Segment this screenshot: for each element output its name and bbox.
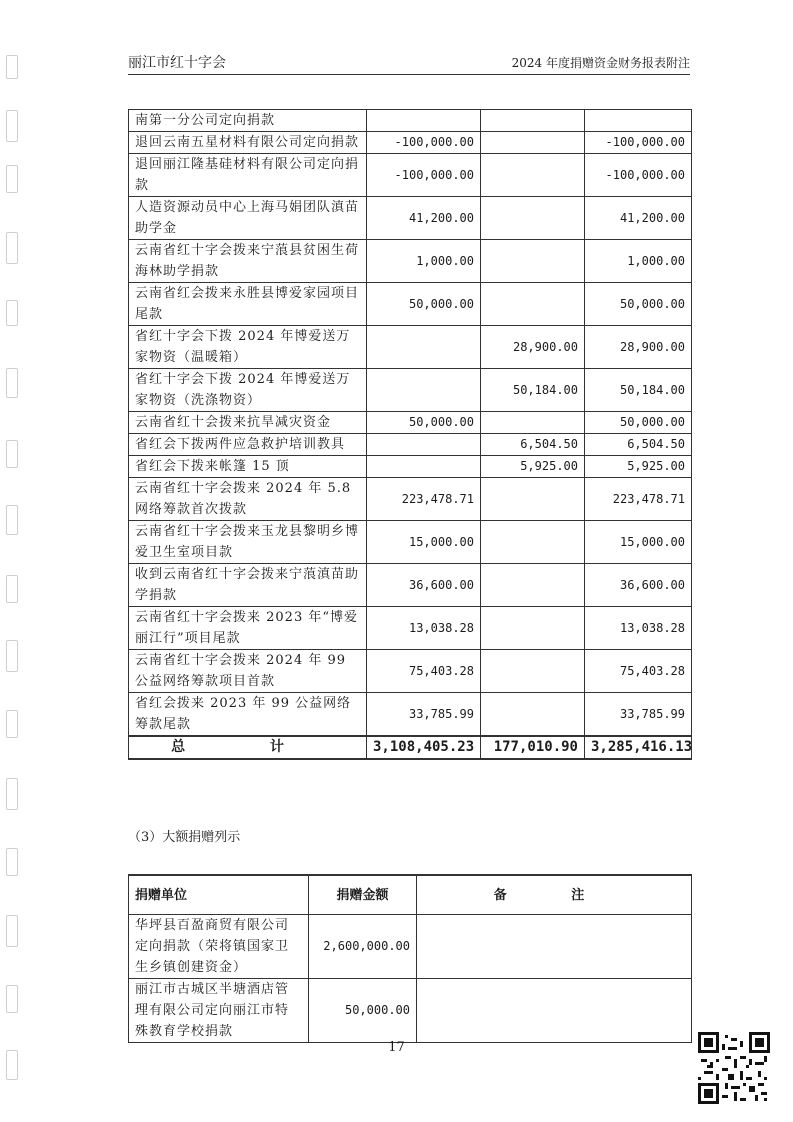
row-description: 云南省红十字会拨来宁蒗县贫困生荷海林助学捐款 xyxy=(129,240,367,283)
total-col3: 3,285,416.13 xyxy=(585,736,692,759)
row-amount-col1: -100,000.00 xyxy=(367,154,481,197)
row-amount-total: 41,200.00 xyxy=(585,197,692,240)
row-description: 省红会下拨来帐篷 15 顶 xyxy=(129,456,367,478)
table-row xyxy=(129,132,692,154)
row-amount-col2 xyxy=(481,650,585,693)
row-amount-col1 xyxy=(367,110,481,132)
row-description: 退回丽江隆基硅材料有限公司定向捐款 xyxy=(129,154,367,197)
table-row xyxy=(129,197,692,240)
row-amount-col1: 50,000.00 xyxy=(367,412,481,434)
row-amount-col2: 5,925.00 xyxy=(481,456,585,478)
row-amount-col2 xyxy=(481,283,585,326)
row-amount-total: -100,000.00 xyxy=(585,154,692,197)
row-amount-col2 xyxy=(481,607,585,650)
row-amount-col1: 15,000.00 xyxy=(367,521,481,564)
row-amount-col1: 33,785.99 xyxy=(367,693,481,737)
row-description: 云南省红十字会拨来 2024 年 5.8 网络筹款首次拨款 xyxy=(129,478,367,521)
scan-edge-mark xyxy=(6,778,18,810)
row-description: 云南省红十会拨来抗旱减灾资金 xyxy=(129,412,367,434)
qr-code xyxy=(698,1032,770,1104)
table-row xyxy=(129,456,692,478)
header-donor-unit: 捐赠单位 xyxy=(129,875,309,915)
large-donation-table xyxy=(128,874,692,1043)
row-amount-col2 xyxy=(481,240,585,283)
row-amount-col1: 41,200.00 xyxy=(367,197,481,240)
row-amount-col2 xyxy=(481,478,585,521)
row-amount-total: -100,000.00 xyxy=(585,132,692,154)
scan-edge-mark xyxy=(6,985,18,1013)
row-amount-col1 xyxy=(367,326,481,369)
row-amount-total: 28,900.00 xyxy=(585,326,692,369)
table-row xyxy=(129,283,692,326)
row-amount-col1 xyxy=(367,369,481,412)
row-amount-total: 50,000.00 xyxy=(585,283,692,326)
row-description: 省红十字会下拨 2024 年博爱送万家物资（温暖箱） xyxy=(129,326,367,369)
row-amount-col2 xyxy=(481,564,585,607)
row-amount-total: 33,785.99 xyxy=(585,693,692,737)
row-amount-total xyxy=(585,110,692,132)
table-row xyxy=(129,478,692,521)
scan-edge-mark xyxy=(6,915,18,947)
row-amount-col1 xyxy=(367,434,481,456)
scan-edge-mark xyxy=(6,55,18,79)
header-donation-amount: 捐赠金额 xyxy=(309,875,417,915)
row-description: 省红会下拨两件应急救护培训教具 xyxy=(129,434,367,456)
page-header xyxy=(128,52,690,75)
total-col1: 3,108,405.23 xyxy=(367,736,481,759)
row-description: 省红会拨来 2023 年 99 公益网络筹款尾款 xyxy=(129,693,367,737)
total-label: 总 计 xyxy=(129,736,367,759)
row-amount-col2 xyxy=(481,132,585,154)
row-amount-col2 xyxy=(481,693,585,737)
table-row xyxy=(129,979,692,1043)
table-row xyxy=(129,915,692,979)
row-amount-total: 5,925.00 xyxy=(585,456,692,478)
scan-edge-mark xyxy=(6,440,18,468)
row-description: 省红十字会下拨 2024 年博爱送万家物资（洗涤物资） xyxy=(129,369,367,412)
table-header-row xyxy=(129,875,692,915)
donor-unit: 丽江市古城区半塘酒店管理有限公司定向丽江市特殊教育学校捐款 xyxy=(129,979,309,1043)
row-amount-col2: 6,504.50 xyxy=(481,434,585,456)
row-amount-total: 36,600.00 xyxy=(585,564,692,607)
scan-edge-mark xyxy=(6,710,18,738)
row-description: 收到云南省红十字会拨来宁蒗滇苗助学捐款 xyxy=(129,564,367,607)
row-description: 云南省红会拨来永胜县博爱家园项目尾款 xyxy=(129,283,367,326)
scan-edge-mark xyxy=(6,110,18,142)
scan-edge-mark xyxy=(6,848,18,876)
donation-amount: 50,000.00 xyxy=(309,979,417,1043)
scan-edge-mark xyxy=(6,640,18,672)
table-row xyxy=(129,240,692,283)
table-row xyxy=(129,326,692,369)
row-description: 云南省红十字会拨来玉龙县黎明乡博爱卫生室项目款 xyxy=(129,521,367,564)
row-description: 云南省红十字会拨来 2023 年“博爱丽江行”项目尾款 xyxy=(129,607,367,650)
donation-note xyxy=(417,979,692,1043)
row-amount-total: 6,504.50 xyxy=(585,434,692,456)
section-title: （3）大额捐赠列示 xyxy=(128,830,241,845)
row-description: 人造资源动员中心上海马娟团队滇苗助学金 xyxy=(129,197,367,240)
header-report-title: 2024 年度捐赠资金财务报表附注 xyxy=(511,56,690,70)
donor-unit: 华坪县百盈商贸有限公司定向捐款（荣将镇国家卫生乡镇创建资金） xyxy=(129,915,309,979)
table-row xyxy=(129,607,692,650)
donation-amount: 2,600,000.00 xyxy=(309,915,417,979)
row-amount-col2 xyxy=(481,154,585,197)
row-amount-col2: 28,900.00 xyxy=(481,326,585,369)
header-org: 丽江市红十字会 xyxy=(128,55,226,71)
table-row xyxy=(129,434,692,456)
scan-edge-mark xyxy=(6,575,18,603)
donation-detail-table xyxy=(128,109,692,760)
scan-edge-mark xyxy=(6,505,18,535)
row-amount-col1: -100,000.00 xyxy=(367,132,481,154)
table-row xyxy=(129,564,692,607)
row-amount-total: 223,478.71 xyxy=(585,478,692,521)
row-amount-total: 13,038.28 xyxy=(585,607,692,650)
donation-note xyxy=(417,915,692,979)
row-amount-col1: 36,600.00 xyxy=(367,564,481,607)
row-amount-col1 xyxy=(367,456,481,478)
row-amount-col2: 50,184.00 xyxy=(481,369,585,412)
row-description: 南第一分公司定向捐款 xyxy=(129,110,367,132)
row-description: 云南省红十字会拨来 2024 年 99 公益网络筹款项目首款 xyxy=(129,650,367,693)
row-amount-col1: 13,038.28 xyxy=(367,607,481,650)
scan-edge-mark xyxy=(6,300,18,326)
row-amount-total: 50,184.00 xyxy=(585,369,692,412)
row-amount-col2 xyxy=(481,197,585,240)
scan-edge-mark xyxy=(6,368,18,398)
table-row xyxy=(129,693,692,737)
table-row xyxy=(129,110,692,132)
row-amount-total: 50,000.00 xyxy=(585,412,692,434)
row-amount-col1: 50,000.00 xyxy=(367,283,481,326)
table-row xyxy=(129,650,692,693)
row-amount-col2 xyxy=(481,110,585,132)
row-amount-col1: 75,403.28 xyxy=(367,650,481,693)
table-row xyxy=(129,412,692,434)
total-row xyxy=(129,736,692,759)
row-amount-col1: 1,000.00 xyxy=(367,240,481,283)
row-amount-total: 15,000.00 xyxy=(585,521,692,564)
total-col2: 177,010.90 xyxy=(481,736,585,759)
row-amount-col2 xyxy=(481,412,585,434)
header-note: 备 注 xyxy=(417,875,692,915)
table-row xyxy=(129,369,692,412)
row-amount-total: 75,403.28 xyxy=(585,650,692,693)
row-amount-col1: 223,478.71 xyxy=(367,478,481,521)
row-description: 退回云南五星材料有限公司定向捐款 xyxy=(129,132,367,154)
scan-edge-mark xyxy=(6,165,18,193)
scan-edge-mark xyxy=(6,232,18,264)
table-row xyxy=(129,154,692,197)
table-row xyxy=(129,521,692,564)
page-number: 17 xyxy=(388,1040,405,1055)
row-amount-col2 xyxy=(481,521,585,564)
row-amount-total: 1,000.00 xyxy=(585,240,692,283)
